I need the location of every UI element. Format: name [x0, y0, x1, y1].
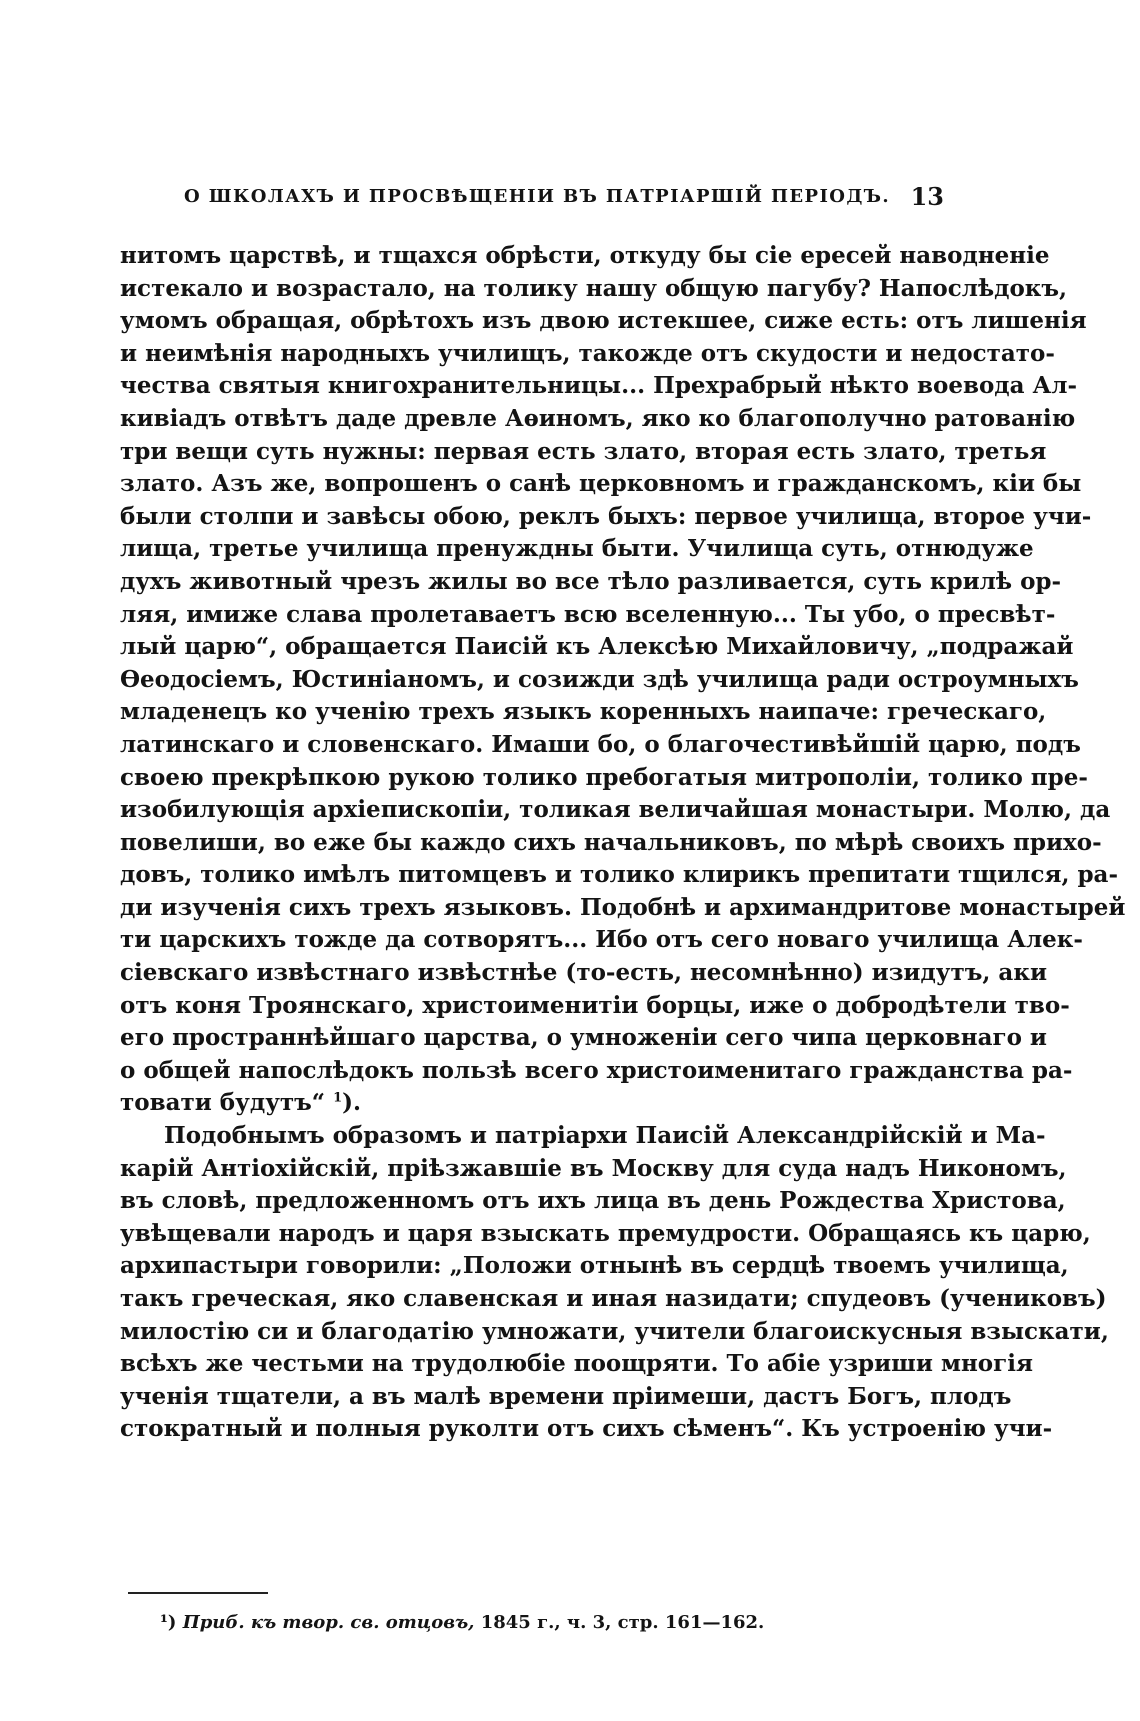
text-line: кивіадъ отвѣтъ даде древле Аѳиномъ, яко ко благополучно ратованію: [120, 404, 1076, 432]
text-line: своею прекрѣпкою рукою толико пребогатыя митрополіи, толико пре-: [120, 763, 1088, 791]
text-line: чества святыя книгохранительницы... Прехрабрый нѣкто воевода Ал-: [120, 372, 1078, 400]
text-line: были столпи и завѣсы обою, реклъ быхъ: первое училища, второе учи-: [120, 502, 1092, 530]
footnote-mark: ¹): [160, 1612, 177, 1633]
footnote-details: 1845 г., ч. 3, стр. 161—162.: [480, 1612, 765, 1633]
text-line: злато. Азъ же, вопрошенъ о санѣ церковномъ и гражданскомъ, кіи бы: [120, 470, 1082, 498]
text-line: карій Антіохійскій, пріѣзжавшіе въ Москву для суда надъ Никономъ,: [120, 1154, 1067, 1182]
text-line: такъ греческая, яко славенская и иная назидати; спудеовъ (учениковъ): [120, 1285, 1107, 1312]
running-head: [184, 182, 944, 216]
text-line: истекало и возрастало, на толику нашу общую пагубу? Напослѣдокъ,: [120, 274, 1068, 302]
text-line: духъ животный чрезъ жилы во все тѣло разливается, суть крилѣ ор-: [120, 567, 1062, 595]
text-line: о общей напослѣдокъ пользѣ всего христоименитаго гражданства ра-: [120, 1056, 1073, 1084]
text-line: всѣхъ же честьми на трудолюбіе поощряти. То абіе узриши многія: [120, 1350, 1033, 1378]
text-line: увѣщевали народъ и царя взыскать премудрости. Обращаясь къ царю,: [120, 1219, 1091, 1247]
text-line: повелиши, во еже бы каждо сихъ начальниковъ, по мѣрѣ своихъ прихо-: [120, 828, 1102, 856]
text-line: въ словѣ, предложенномъ отъ ихъ лица въ день Рождества Христова,: [120, 1187, 1066, 1215]
text-line: Подобнымъ образомъ и патріархи Паисій Александрійскій и Ма-: [164, 1122, 1046, 1150]
text-line: Ѳеодосіемъ, Юстиніаномъ, и созижди здѣ училища ради остроумныхъ: [120, 665, 1079, 693]
text-line: ти царскихъ тожде да сотворятъ... Ибо отъ сего новаго училища Алек-: [120, 926, 1083, 954]
body-text: [120, 240, 1126, 1446]
text-line: три вещи суть нужны: первая есть злато, вторая есть злато, третья: [120, 437, 1047, 465]
footnote-source: Приб. къ твор. св. отцовъ,: [182, 1612, 475, 1633]
text-line: милостію си и благодатію умножати, учители благоискусныя взыскати,: [120, 1317, 1109, 1345]
paragraph-end-tail: ).: [342, 1089, 361, 1117]
page-number: 13: [910, 182, 944, 211]
running-head-title: О ШКОЛАХЪ И ПРОСВѢЩЕНІИ ВЪ ПАТРІАРШІЙ ПЕРІОДЪ.: [184, 186, 891, 207]
text-line: и неимѣнія народныхъ училищъ, такожде отъ скудости и недостато-: [120, 339, 1055, 367]
footnote: [160, 1612, 764, 1633]
text-line: лый царю“, обращается Паисій къ Алексѣю Михайловичу, „подражай: [120, 633, 1074, 661]
text-line-last: [120, 1087, 942, 1120]
footnote-divider: [128, 1592, 268, 1594]
text-line: ляя, имиже слава пролетаваетъ всю вселенную... Ты убо, о пресвѣт-: [120, 600, 1056, 628]
paragraph-end-text: товати будутъ“: [120, 1089, 326, 1117]
text-line: архипастыри говорили: „Положи отнынѣ въ сердцѣ твоемъ училища,: [120, 1252, 1069, 1280]
text-line: умомъ обращая, обрѣтохъ изъ двою истекшее, сиже есть: отъ лишенія: [120, 307, 1087, 335]
text-line: отъ коня Троянскаго, христоименитіи борцы, иже о добродѣтели тво-: [120, 991, 1070, 1019]
text-line: ученія тщатели, а въ малѣ времени пріимеши, дастъ Богъ, плодъ: [120, 1382, 1012, 1410]
text-line: довъ, толико имѣлъ питомцевъ и толико клирикъ препитати тщился, ра-: [120, 861, 1118, 889]
text-line: ди изученія сихъ трехъ языковъ. Подобнѣ и архимандритове монастырей: [120, 893, 1126, 921]
text-line: стократный и полныя руколти отъ сихъ сѣменъ“. Къ устроенію учи-: [120, 1415, 1053, 1443]
text-line: его пространнѣйшаго царства, о умноженіи сего чипа церковнаго и: [120, 1024, 1047, 1052]
text-line: изобилующія архіепископіи, толикая величайшая монастыри. Молю, да: [120, 796, 1111, 824]
text-line: лища, третье училища пренуждны быти. Училища суть, отнюдуже: [120, 535, 1034, 563]
text-line: младенецъ ко ученію трехъ языкъ коренныхъ наипаче: греческаго,: [120, 698, 1047, 726]
footnote-reference[interactable]: 1: [333, 1090, 343, 1106]
text-line: латинскаго и словенскаго. Имаши бо, о благочестивѣйшій царю, подъ: [120, 730, 1081, 758]
text-line: нитомъ царствѣ, и тщахся обрѣсти, откуду бы сіе ересей наводненіе: [120, 242, 1050, 269]
text-line: сіевскаго извѣстнаго извѣстнѣе (то-есть, несомнѣнно) изидутъ, аки: [120, 959, 1047, 987]
